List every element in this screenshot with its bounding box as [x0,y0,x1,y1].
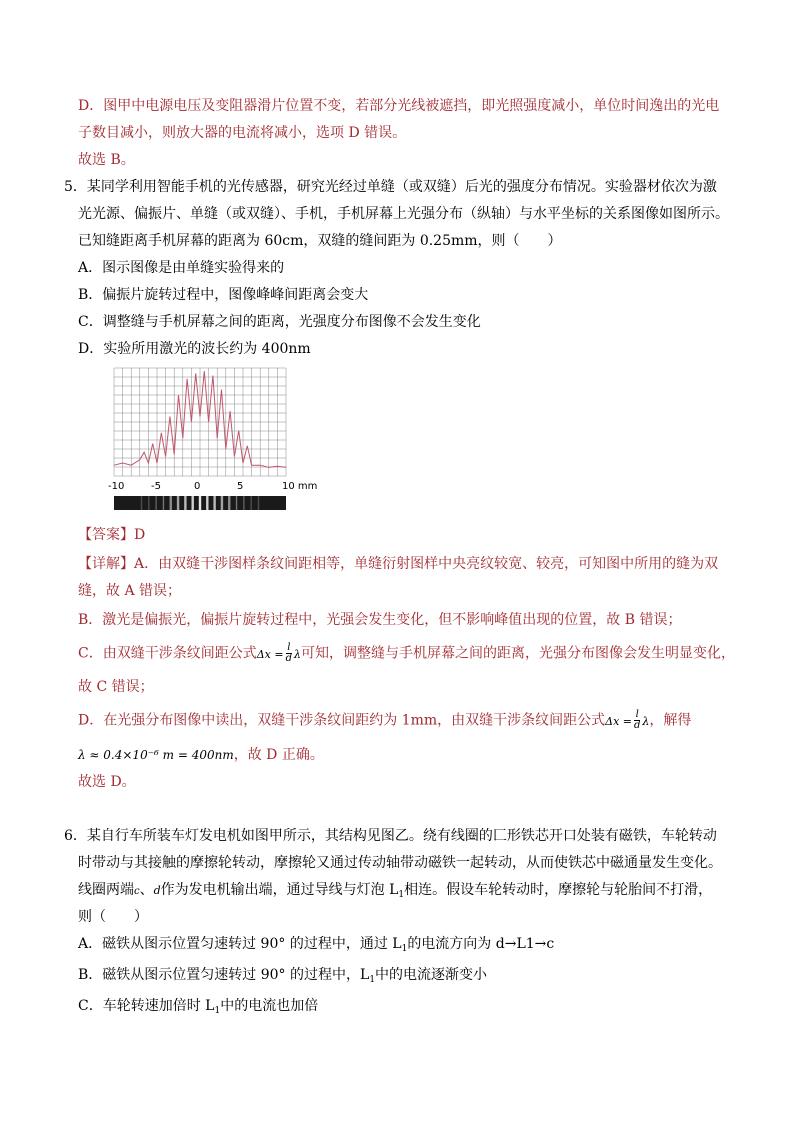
q6-stem-line4: 则（ ） [78,909,148,925]
fringe-bright-band [148,496,149,510]
fringe-bright-band [163,496,164,510]
q5-explain-a-line2: 缝，故 A 错误； [78,583,182,599]
q5-option-c: C．调整缝与手机屏幕之间的距离，光强度分布图像不会发生变化 [78,314,481,330]
fringe-bright-band [199,496,201,510]
q5-stem-line3: 已知缝距离手机屏幕的距离为 60cm，双缝的缝间距为 0.25mm，则（ ） [78,233,562,249]
explain-c-text-a: C．由双缝干涉条纹间距公式 [78,645,257,662]
fringe-bright-band [213,496,215,510]
fringe-bright-band [228,496,230,510]
x-tick-label: -10 [108,481,125,492]
q6-option-a: A．磁铁从图示位置匀速转过 90° 的过程中，通过 $L_1$的电流方向为 d→L1→c [78,936,555,954]
fringe-bright-band [155,496,156,510]
fringe-bright-band [206,496,208,510]
fringe-bright-band [221,496,223,510]
fringe-bright-band [258,496,259,510]
q6-option-c: C．车轮转速加倍时 $L_1$中的电流也加倍 [78,998,319,1016]
q5-choose: 故选 D。 [78,774,136,790]
q5-explain-d-line2: λ ≈ 0.4×10⁻⁶ m = 400nm，故 D 正确。 [78,747,324,763]
spacing-formula-d: Δx = $\frac{l}{d}$ λ [605,709,650,731]
x-tick-label: -5 [151,481,161,492]
explain-head: 【详解】 [78,556,134,572]
fringe-bright-band [191,496,193,510]
fringe-bright-band [236,496,237,510]
x-tick-label: 5 [237,481,244,492]
q6-stem-line2: 时带动与其接触的摩擦轮转动，摩擦轮又通过传动轴带动磁铁一起转动，从而使铁芯中磁通量发生变化。 [78,855,722,871]
x-tick-labels [108,481,317,492]
q5-option-b: B．偏振片旋转过程中，图像峰峰间距离会变大 [78,287,369,303]
q5-stem-line1: 5．某同学利用智能手机的光传感器，研究光经过单缝（或双缝）后光的强度分布情况。实验器材依次为激 [64,179,717,195]
prev-option-d-line1: D．图甲中电源电压及变阻器滑片位置不变，若部分光线被遮挡，即光照强度减小，单位时间逸出的光电 [78,98,720,114]
spacing-formula-c: Δx = $\frac{l}{d}$ λ [256,642,301,664]
intensity-chart [96,364,326,518]
fringe-strip [114,496,286,510]
explain-c-text-b: 可知，调整缝与手机屏幕之间的距离，光强分布图像会发生明显变化， [300,645,735,662]
q5-stem-line2: 光光源、偏振片、单缝（或双缝）、手机，手机屏幕上光强分布（纵轴）与水平坐标的关系图像如图所示。 [78,206,729,222]
q6-stem-line1: 6．某自行车所装车灯发电机如图甲所示，其结构见图乙。绕有线圈的匚形铁芯开口处装有磁铁，车轮转动 [64,828,717,844]
explain-d-text-b: ，解得 [649,712,692,729]
q5-option-d: D．实验所用激光的波长约为 400nm [78,341,311,357]
fringe-bright-band [184,496,186,510]
fringe-bright-band [170,496,172,510]
prev-option-d-line2: 子数目减小，则放大器的电流将减小，选项 D 错误。 [78,125,407,141]
fringe-bright-band [250,496,251,510]
x-tick-label: 0 [194,481,201,492]
q6-option-b: B．磁铁从图示位置匀速转过 90° 的过程中，$L_1$中的电流逐渐变小 [78,967,488,985]
q5-option-a: A．图示图像是由单缝实验得来的 [78,260,285,276]
q5-explain-d-line1 [78,710,691,732]
fringe-bright-band [243,496,244,510]
explain-a-text: A．由双缝干涉图样条纹间距相等，单缝衍射图样中央亮纹较宽、较亮，可知图中所用的缝为双 [134,556,719,572]
fringe-bright-band [177,496,179,510]
q5-explain-c-line2: 故 C 错误； [78,679,154,695]
x-tick-label: 10 mm [282,481,318,492]
explain-d-text-a: D．在光强分布图像中读出，双缝干涉条纹间距约为 1mm，由双缝干涉条纹间距公式 [78,712,606,729]
prev-choose: 故选 B。 [78,152,135,168]
q6-stem-line3: 线圈两端c、d作为发电机输出端，通过导线与灯泡 $L_1$相连。假设车轮转动时，摩擦轮与轮胎间不打滑， [78,882,713,900]
q5-explain-c-line1 [78,643,735,665]
wavelength-result: λ ≈ 0.4×10⁻⁶ m = 400nm [78,748,234,762]
q5-explain-b: B．激光是偏振光，偏振片旋转过程中，光强会发生变化，但不影响峰值出现的位置，故 B 错误； [78,612,682,628]
q5-explain-a-line1 [78,554,718,574]
fringe-bright-band [141,496,142,510]
q5-answer: 【答案】D [78,527,146,543]
